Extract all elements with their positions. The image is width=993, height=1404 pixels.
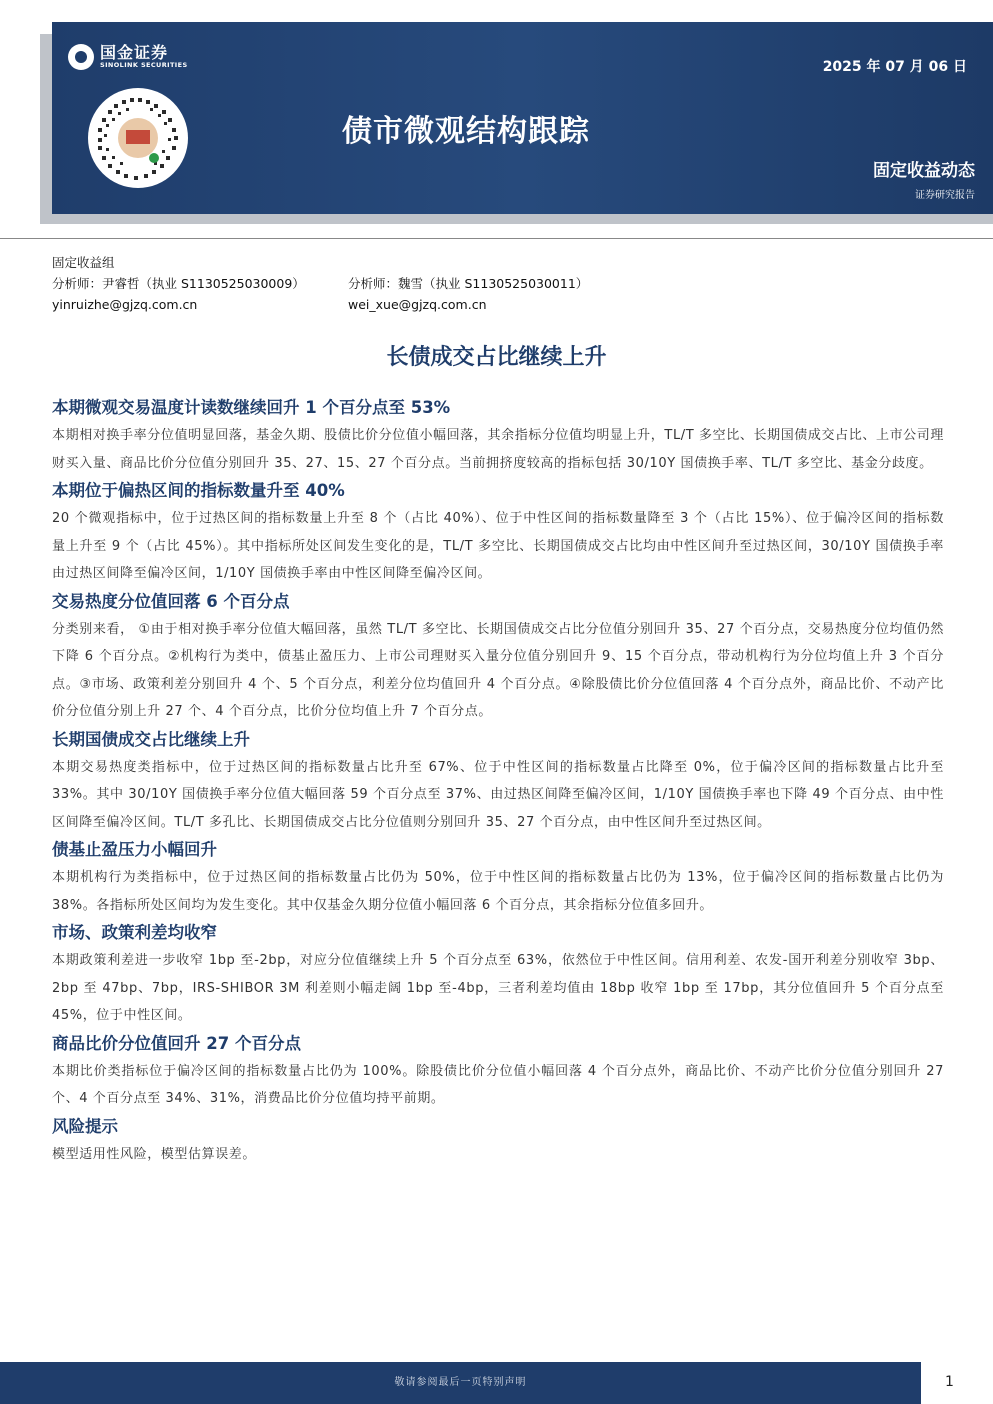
section-heading: 交易热度分位值回落 6 个百分点 (52, 591, 290, 611)
section (52, 919, 944, 1030)
section-body: 分类别来看， ①由于相对换手率分位值大幅回落，虽然 TL/T 多空比、长期国债成交占比分位值分别回升 35、27 个百分点，交易热度分位均值仍然下降 6 个百分点。②机构行为类中，债基止盈压力、上市公司理财买入量分位值分别回升 9、15 个百分点，带动机构行为分位均值上升 3 个百分点。③市场、政策利差分别回升 4 个、5 个百分点，利差分位均值回升 4 个百分点。④除股债比价分位值回落 4 个百分点外，商品比价、不动产比价分位值分别上升 27 个、4 个百分点，比价分位均值上升 7 个百分点。 (52, 621, 944, 719)
analyst-1-email[interactable]: yinruizhe@gjzq.com.cn (52, 297, 198, 312)
report-title: 债市微观结构跟踪 (342, 114, 590, 149)
analyst-2: 分析师：魏雪（执业 S1130525030011） (348, 276, 589, 291)
section-heading: 债基止盈压力小幅回升 (52, 840, 217, 859)
report-subtype: 证券研究报告 (915, 190, 975, 201)
section-body: 本期机构行为类指标中，位于过热区间的指标数量占比仍为 50%，位于中性区间的指标数量占比仍为 13%，位于偏冷区间的指标数量占比仍为 38%。各指标所处区间均为发生变化。其中仅基金久期分位值小幅回落 6 个百分点，其余指标分位值多回升。 (52, 870, 944, 913)
mini-program-qr-icon (88, 88, 188, 188)
section-heading: 本期位于偏热区间的指标数量升至 40% (52, 481, 345, 500)
section-body: 20 个微观指标中，位于过热区间的指标数量上升至 8 个（占比 40%）、位于中性区间的指标数量降至 3 个（占比 15%）、位于偏冷区间的指标数量上升至 9 个（占比 45%）。其中指标所处区间发生变化的是，TL/T 多空比、长期国债成交占比均由中性区间升至过热区间，30/10Y 国债换手率由过热区间降至偏冷区间，1/10Y 国债换手率由中性区间降至偏冷区间。 (52, 511, 944, 581)
logo-mark-icon (68, 44, 94, 70)
analyst-1: 分析师：尹睿哲（执业 S1130525030009） (52, 276, 305, 291)
research-group: 固定收益组 (52, 255, 115, 270)
report-date: 2025 年 07 月 06 日 (822, 59, 967, 75)
logo-name-cn: 国金证券 (100, 43, 169, 63)
footer-disclaimer: 敬请参阅最后一页特别声明 (394, 1377, 527, 1388)
section-heading: 商品比价分位值回升 27 个百分点 (52, 1033, 301, 1053)
section-heading: 长期国债成交占比继续上升 (52, 729, 250, 749)
report-content (52, 394, 944, 1168)
report-type: 固定收益动态 (873, 161, 975, 181)
report-banner (52, 22, 993, 214)
section-body: 本期比价类指标位于偏冷区间的指标数量占比仍为 100%。除股债比价分位值小幅回落 4 个百分点外，商品比价、不动产比价分位值分别回升 27 个、4 个百分点至 34%、31%，消费品比价分位值均持平前期。 (52, 1063, 944, 1106)
analyst-2-email[interactable]: wei_xue@gjzq.com.cn (348, 297, 487, 312)
section-heading: 风险提示 (52, 1116, 118, 1136)
section-body: 本期政策利差进一步收窄 1bp 至-2bp，对应分位值继续上升 5 个百分点至 63%，依然位于中性区间。信用利差、农发-国开利差分别收窄 3bp、2bp 至 47bp、7bp，IRS-SHIBOR 3M 利差则小幅走阔 1bp 至-4bp，三者利差均值由 18bp 收窄 1bp 至 17bp，其分位值回升 5 个百分点至 45%，位于中性区间。 (52, 953, 944, 1023)
report-headline: 长债成交占比继续上升 (386, 345, 607, 370)
logo-name-en: SINOLINK SECURITIES (100, 60, 188, 69)
section (52, 1113, 944, 1169)
section-heading: 市场、政策利差均收窄 (52, 923, 217, 942)
section-body: 本期交易热度类指标中，位于过热区间的指标数量占比升至 67%、位于中性区间的指标数量占比降至 0%，位于偏冷区间的指标数量占比升至 33%。其中 30/10Y 国债换手率分位值大幅回落 59 个百分点至 37%、由过热区间降至偏冷区间，1/10Y 国债换手率也下降 49 个百分点、由中性区间降至偏冷区间。TL/T 多孔比、长期国债成交占比分位值则分别回升 35、27 个百分点，由中性区间升至过热区间。 (52, 759, 944, 830)
section-heading: 本期微观交易温度计读数继续回升 1 个百分点至 53% (52, 398, 451, 417)
section-body: 模型适用性风险，模型估算误差。 (52, 1146, 257, 1162)
section-body: 本期相对换手率分位值明显回落，基金久期、股债比价分位值小幅回落，其余指标分位值均明显上升，TL/T 多空比、长期国债成交占比、上市公司理财买入量、商品比价分位值分别回升 35、27、15、27 个百分点。当前拥挤度较高的指标包括 30/10Y 国债换手率、TL/T 多空比、基金分歧度。 (52, 428, 944, 471)
author-block (52, 252, 588, 315)
section (52, 394, 944, 477)
section (52, 836, 944, 919)
section (52, 588, 944, 726)
header-divider (0, 238, 993, 239)
section (52, 726, 944, 837)
page-number: 1 (945, 1374, 954, 1390)
section (52, 1030, 944, 1113)
section (52, 477, 944, 588)
company-logo (68, 44, 188, 70)
